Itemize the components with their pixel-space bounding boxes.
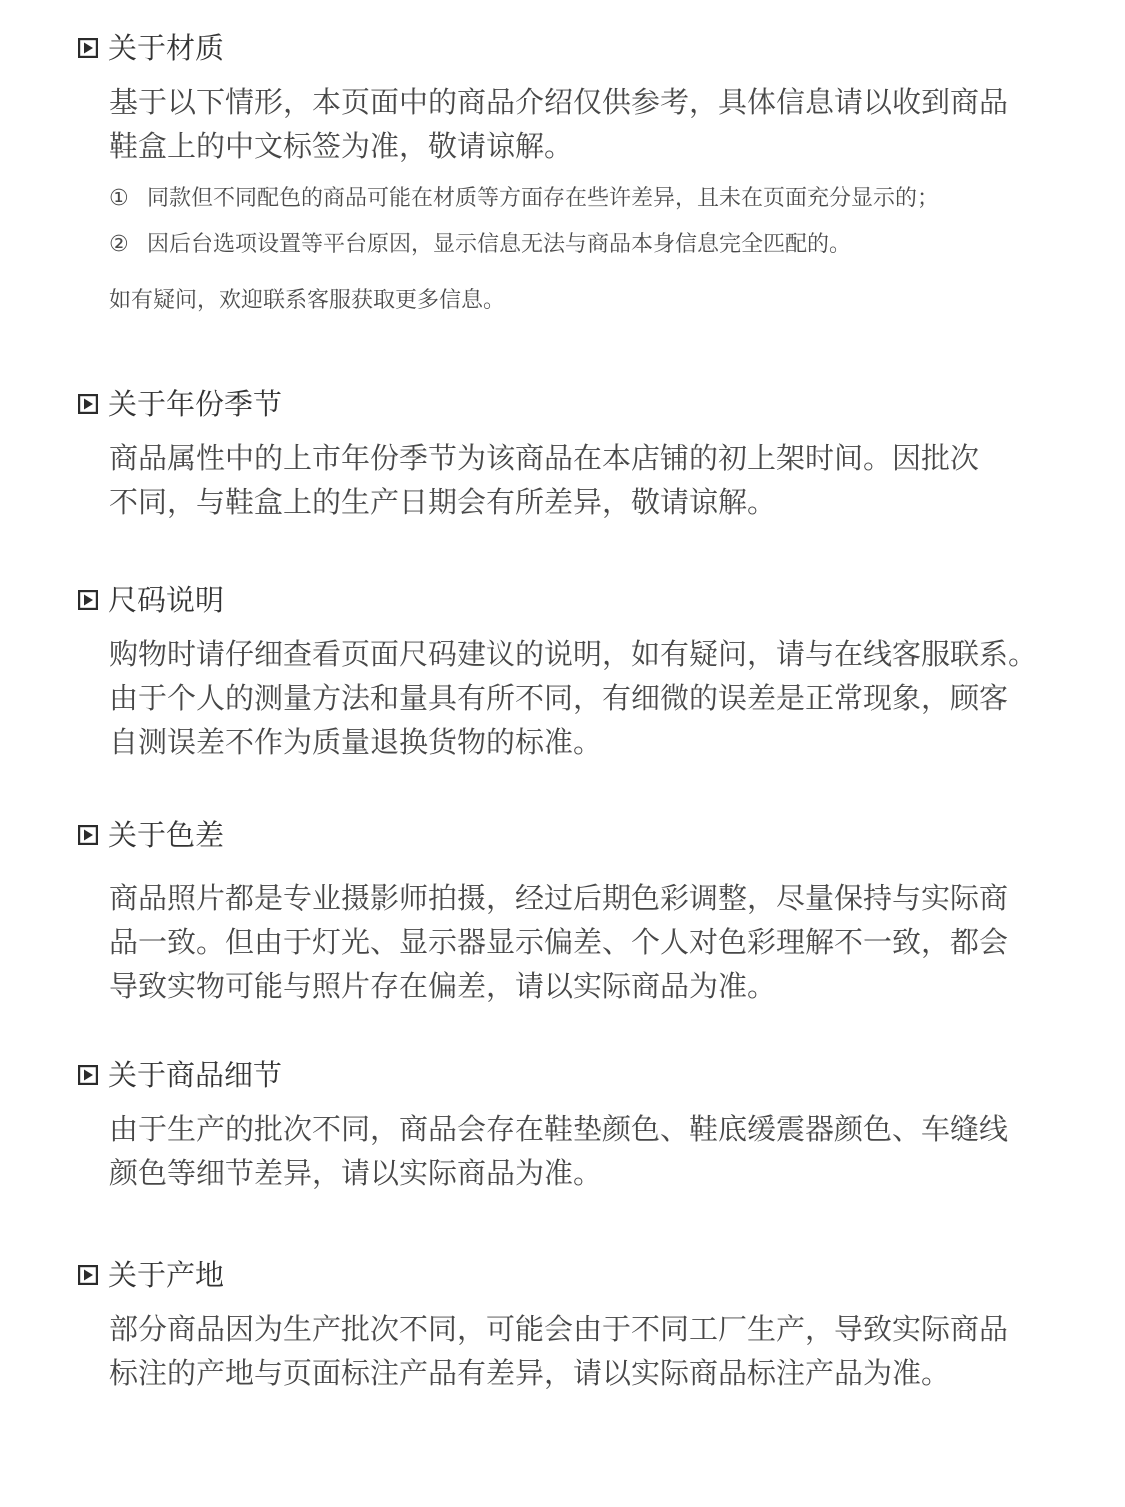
triangle-box-icon	[78, 38, 98, 58]
body-line: 颜色等细节差异，请以实际商品为准。	[109, 1156, 603, 1190]
note-item	[109, 184, 1078, 214]
note-number: ①	[109, 186, 129, 211]
body-line: 部分商品因为生产批次不同，可能会由于不同工厂生产，导致实际商品	[109, 1312, 1009, 1346]
body-line: 由于生产的批次不同，商品会存在鞋垫颜色、鞋底缓震器颜色、车缝线	[109, 1112, 1009, 1146]
section-title: 关于产地	[108, 1258, 225, 1292]
triangle-box-icon	[78, 590, 98, 610]
body-line: 鞋盒上的中文标签为准，敬请谅解。	[109, 129, 574, 163]
section-product-details	[78, 1057, 1078, 1195]
section-heading	[78, 817, 1078, 853]
section-color-difference	[78, 817, 1078, 1008]
section-title: 关于材质	[108, 31, 225, 65]
section-body	[109, 80, 1078, 168]
section-material	[78, 30, 1078, 316]
section-body	[109, 1307, 1078, 1395]
section-body	[109, 436, 1078, 524]
section-title: 关于色差	[108, 818, 225, 852]
section-body	[109, 1107, 1078, 1195]
contact-note: 如有疑问，欢迎联系客服获取更多信息。	[109, 288, 506, 313]
section-heading	[78, 30, 1078, 66]
body-line: 自测误差不作为质量退换货物的标准。	[109, 725, 603, 759]
section-heading	[78, 386, 1078, 422]
body-line: 基于以下情形，本页面中的商品介绍仅供参考，具体信息请以收到商品	[109, 85, 1009, 119]
section-body	[109, 876, 1078, 1008]
section-size	[78, 582, 1078, 764]
triangle-box-icon	[78, 825, 98, 845]
triangle-box-icon	[78, 1265, 98, 1285]
body-line: 商品属性中的上市年份季节为该商品在本店铺的初上架时间。因批次	[109, 441, 980, 475]
section-origin	[78, 1257, 1078, 1395]
note-list	[109, 184, 1078, 260]
body-line: 商品照片都是专业摄影师拍摄，经过后期色彩调整，尽量保持与实际商	[109, 881, 1009, 915]
triangle-box-icon	[78, 1065, 98, 1085]
section-title: 尺码说明	[108, 583, 225, 617]
body-line: 由于个人的测量方法和量具有所不同，有细微的误差是正常现象，顾客	[109, 681, 1009, 715]
section-body	[109, 632, 1078, 764]
note-number: ②	[109, 232, 129, 257]
section-heading	[78, 1257, 1078, 1293]
body-line: 导致实物可能与照片存在偏差，请以实际商品为准。	[109, 969, 777, 1003]
body-line: 标注的产地与页面标注产品有差异，请以实际商品标注产品为准。	[109, 1356, 951, 1390]
section-heading	[78, 1057, 1078, 1093]
section-title: 关于商品细节	[108, 1058, 283, 1092]
section-heading	[78, 582, 1078, 618]
section-year-season	[78, 386, 1078, 524]
note-text: 同款但不同配色的商品可能在材质等方面存在些许差异，且未在页面充分显示的；	[147, 186, 940, 211]
triangle-box-icon	[78, 394, 98, 414]
body-line: 不同，与鞋盒上的生产日期会有所差异，敬请谅解。	[109, 485, 777, 519]
body-line: 品一致。但由于灯光、显示器显示偏差、个人对色彩理解不一致，都会	[109, 925, 1009, 959]
body-line: 购物时请仔细查看页面尺码建议的说明，如有疑问，请与在线客服联系。	[109, 637, 1038, 671]
note-text: 因后台选项设置等平台原因，显示信息无法与商品本身信息完全匹配的。	[147, 232, 852, 257]
note-item	[109, 230, 1078, 260]
section-title: 关于年份季节	[108, 387, 283, 421]
